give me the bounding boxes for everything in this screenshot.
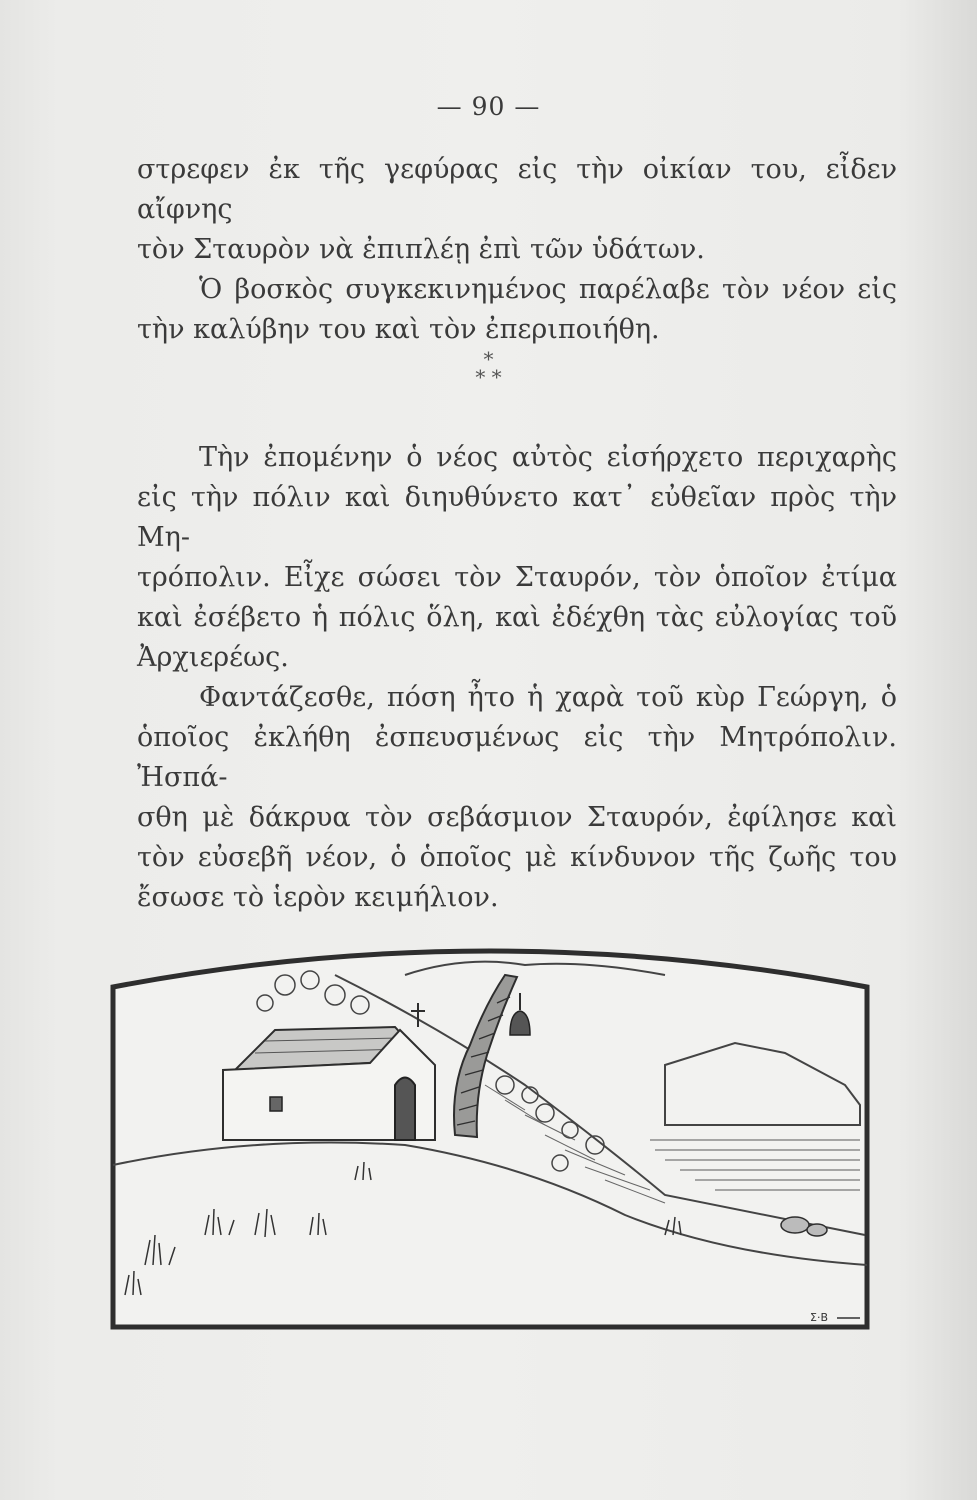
text-line: Ἀρχιερέως.	[137, 642, 289, 673]
text-line: σθη μὲ δάκρυα τὸν σεβάσμιον Σταυρόν, ἐφίλησε καὶ	[137, 802, 897, 833]
text-line: ὁποῖος ἐκλήθη ἐσπευσμένως εἰς τὴν Μητρόπολιν. Ἠσπά-	[137, 722, 897, 793]
paragraph-2	[137, 270, 897, 350]
body-text	[137, 150, 897, 350]
page-number: — 90 —	[436, 92, 541, 121]
text-line: ἔσωσε τὸ ἱερὸν κειμήλιον.	[137, 882, 499, 913]
artist-signature: Σ·Β	[810, 1311, 828, 1324]
chapel-landscape-drawing	[105, 935, 875, 1335]
chapel-window	[270, 1097, 282, 1111]
text-line: τὸν εὐσεβῆ νέον, ὁ ὁποῖος μὲ κίνδυνον τῆς ζωῆς του	[137, 842, 897, 873]
text-line: καὶ ἐσέβετο ἡ πόλις ὅλη, καὶ ἐδέχθη τὰς εὐλογίας τοῦ	[137, 602, 897, 633]
text-line: τὴν καλύβην του καὶ τὸν ἐπεριποιήθη.	[137, 314, 660, 345]
text-line: Φαντάζεσθε, πόση ἦτο ἡ χαρὰ τοῦ κὺρ Γεώργη, ὁ	[199, 682, 897, 713]
text-line: εἰς τὴν πόλιν καὶ διηυθύνετο κατ᾽ εὐθεῖαν πρὸς τὴν Μη-	[137, 482, 897, 553]
section-separator	[0, 347, 977, 389]
text-line: Τὴν ἐπομένην ὁ νέος αὐτὸς εἰσήρχετο περιχαρὴς	[199, 442, 897, 473]
body-text-2	[137, 438, 897, 918]
paragraph-4	[137, 678, 897, 918]
text-line: στρεφεν ἐκ τῆς γεφύρας εἰς τὴν οἰκίαν του, εἶδεν αἴφνης	[137, 154, 897, 225]
separator-stars-bottom: * *	[475, 365, 502, 389]
paragraph-3	[137, 438, 897, 678]
text-line: Ὁ βοσκὸς συγκεκινημένος παρέλαβε τὸν νέον εἰς	[199, 274, 897, 305]
chapel-illustration	[105, 935, 875, 1335]
paragraph-1	[137, 150, 897, 270]
chapel-door	[395, 1078, 415, 1141]
text-line: τρόπολιν. Εἶχε σώσει τὸν Σταυρόν, τὸν ὁποῖον ἐτίμα	[137, 562, 897, 593]
separator-star-top: *	[483, 347, 494, 371]
text-line: τὸν Σταυρὸν νὰ ἐπιπλέῃ ἐπὶ τῶν ὑδάτων.	[137, 234, 705, 265]
